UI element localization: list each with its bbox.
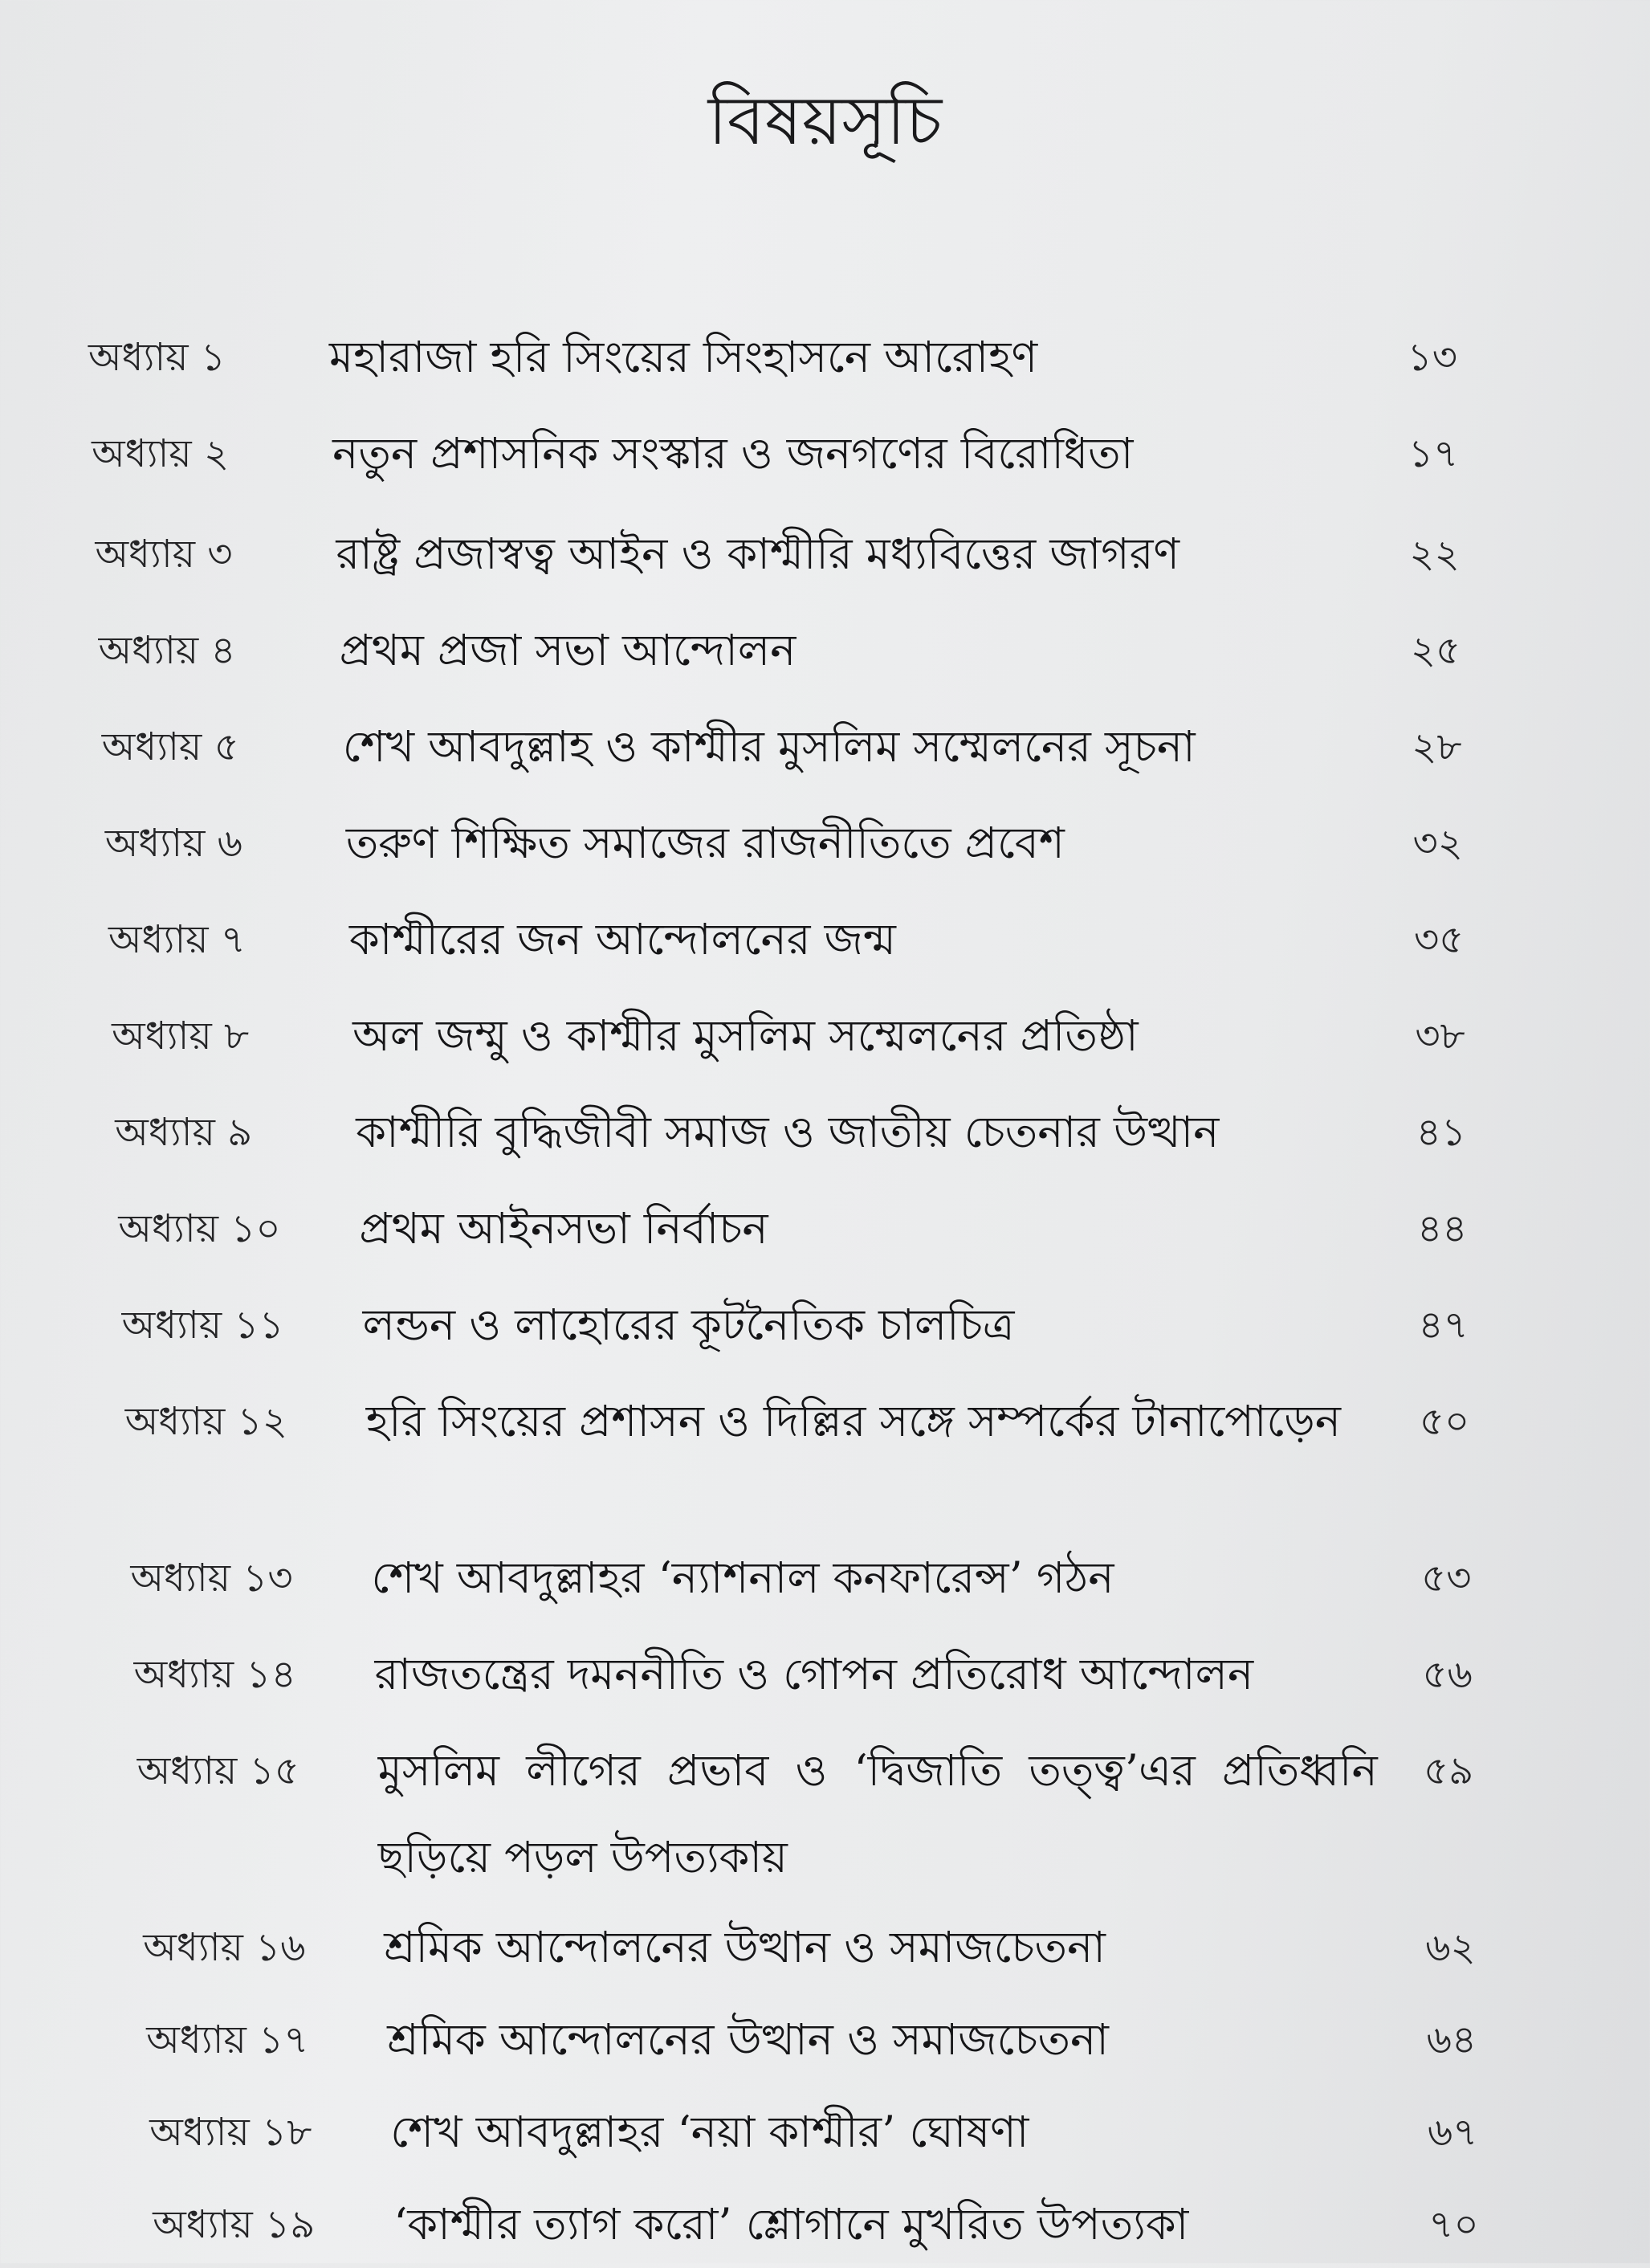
chapter-title: কাশ্মীরের জন আন্দোলনের জন্ম (349, 914, 896, 965)
chapter-title: কাশ্মীরি বুদ্ধিজীবী সমাজ ও জাতীয় চেতনার উত্থান (356, 1107, 1220, 1157)
chapter-label: অধ্যায় ১৭ (146, 2017, 309, 2062)
page-title: বিষয়সূচি (707, 81, 943, 160)
chapter-title: শ্রমিক আন্দোলনের উত্থান ও সমাজচেতনা (384, 1922, 1106, 1972)
page-number: ৩৮ (1415, 1014, 1465, 1059)
page-number: ৩৫ (1413, 917, 1465, 962)
toc-entry (99, 622, 1461, 679)
toc-entry (105, 815, 1463, 871)
toc-entry (108, 912, 1464, 968)
chapter-label: অধ্যায় ৩ (95, 532, 233, 577)
chapter-label: অধ্যায় ৫ (101, 724, 239, 769)
chapter-label: অধ্যায় ৭ (108, 917, 246, 962)
toc-entry (122, 1297, 1469, 1353)
chapter-label: অধ্যায় ১১ (121, 1303, 284, 1348)
chapter-title: শেখ আবদুল্লাহ ও কাশ্মীর মুসলিম সম্মেলনের সূচনা (342, 721, 1196, 772)
toc-entry (125, 1393, 1470, 1450)
page-number: ৫৬ (1422, 1652, 1473, 1697)
page-number: ২২ (1409, 532, 1460, 577)
page-number: ৪১ (1416, 1110, 1467, 1155)
toc-entry (153, 2197, 1479, 2253)
toc-entry (130, 1550, 1471, 1606)
chapter-title: অল জম্মু ও কাশ্মীর মুসলিম সম্মেলনের প্রতিষ্ঠা (352, 1010, 1139, 1061)
chapter-label: অধ্যায় ৪ (98, 628, 236, 673)
page-number: ১৩ (1407, 335, 1457, 380)
page-number: ২৫ (1410, 628, 1461, 673)
chapter-title: ‘কাশ্মীর ত্যাগ করো’ শ্লোগানে মুখরিত উপত্যকা (393, 2199, 1189, 2250)
chapter-label: অধ্যায় ১৫ (136, 1748, 299, 1793)
toc-entry (146, 2012, 1477, 2068)
page-number: ৪৭ (1418, 1303, 1469, 1348)
toc-entry (118, 1201, 1467, 1257)
chapter-title: লন্ডন ও লাহোরের কূটনৈতিক চালচিত্র (362, 1299, 1015, 1350)
chapter-title: হরি সিংয়ের প্রশাসন ও দিল্লির সঙ্গে সম্পর্কের টানাপোড়েন (365, 1396, 1341, 1446)
toc-entry (149, 2104, 1477, 2160)
page-number: ৫০ (1419, 1399, 1470, 1444)
page-number: ৫৩ (1421, 1556, 1472, 1601)
page-number: ৬৭ (1427, 2110, 1478, 2155)
chapter-label: অধ্যায় ১৮ (149, 2110, 312, 2155)
chapter-label: অধ্যায় ১০ (118, 1206, 281, 1251)
chapter-label: অধ্যায় ১৬ (143, 1925, 306, 1970)
page-number: ২৮ (1412, 724, 1462, 769)
chapter-title: মহারাজা হরি সিংয়ের সিংহাসনে আরোহণ (329, 332, 1038, 382)
page-number: ৪৪ (1417, 1206, 1468, 1251)
chapter-title: শ্রমিক আন্দোলনের উত্থান ও সমাজচেতনা (387, 2014, 1109, 2065)
page-number: ৩২ (1412, 821, 1463, 866)
page-number: ৭০ (1428, 2202, 1479, 2247)
chapter-title: রাষ্ট্র প্রজাস্বত্ব আইন ও কাশ্মীরি মধ্যবিত্তের জাগরণ (336, 528, 1180, 579)
chapter-label: অধ্যায় ১ (88, 335, 226, 380)
chapter-label: অধ্যায় ৬ (104, 821, 242, 866)
toc-entry (143, 1919, 1475, 1976)
page-number: ৫৯ (1423, 1748, 1474, 1793)
toc-entry (136, 1743, 1474, 1883)
toc-entry (112, 1008, 1465, 1064)
toc-entry (88, 329, 1457, 385)
toc-entry (102, 719, 1462, 775)
chapter-title: তরুণ শিক্ষিত সমাজের রাজনীতিতে প্রবেশ (345, 818, 1065, 868)
chapter-label: অধ্যায় ১২ (124, 1399, 287, 1444)
chapter-title: প্রথম প্রজা সভা আন্দোলন (339, 625, 796, 675)
chapter-title: মুসলিম লীগের প্রভাব ও ‘দ্বিজাতি তত্ত্ব’এর প্রতিধ্বনি ছড়িয়ে পড়ল উপত্যকায় (377, 1745, 1378, 1883)
toc-entry (134, 1646, 1473, 1703)
chapter-label: অধ্যায় ২ (92, 431, 230, 476)
chapter-label: অধ্যায় ১৯ (153, 2202, 316, 2247)
page-number: ৬২ (1425, 1925, 1476, 1970)
page-number: ৬৪ (1426, 2017, 1477, 2062)
chapter-label: অধ্যায় ৯ (115, 1110, 253, 1155)
chapter-title: প্রথম আইনসভা নির্বাচন (359, 1203, 768, 1254)
chapter-title: শেখ আবদুল্লাহর ‘নয়া কাশ্মীর’ ঘোষণা (390, 2107, 1029, 2157)
chapter-label: অধ্যায় ৮ (112, 1014, 250, 1059)
page-number: ১৭ (1408, 431, 1459, 476)
chapter-label: অধ্যায় ১৩ (130, 1556, 293, 1601)
chapter-label: অধ্যায় ১৪ (133, 1652, 296, 1697)
chapter-title: শেখ আবদুল্লাহর ‘ন্যাশনাল কনফারেন্স’ গঠন (371, 1552, 1114, 1603)
toc-entry (92, 426, 1458, 482)
chapter-title: রাজতন্ত্রের দমননীতি ও গোপন প্রতিরোধ আন্দোলন (374, 1649, 1254, 1699)
toc-entry (115, 1104, 1466, 1161)
toc-entry (95, 526, 1459, 582)
chapter-title: নতুন প্রশাসনিক সংস্কার ও জনগণের বিরোধিতা (332, 428, 1134, 479)
